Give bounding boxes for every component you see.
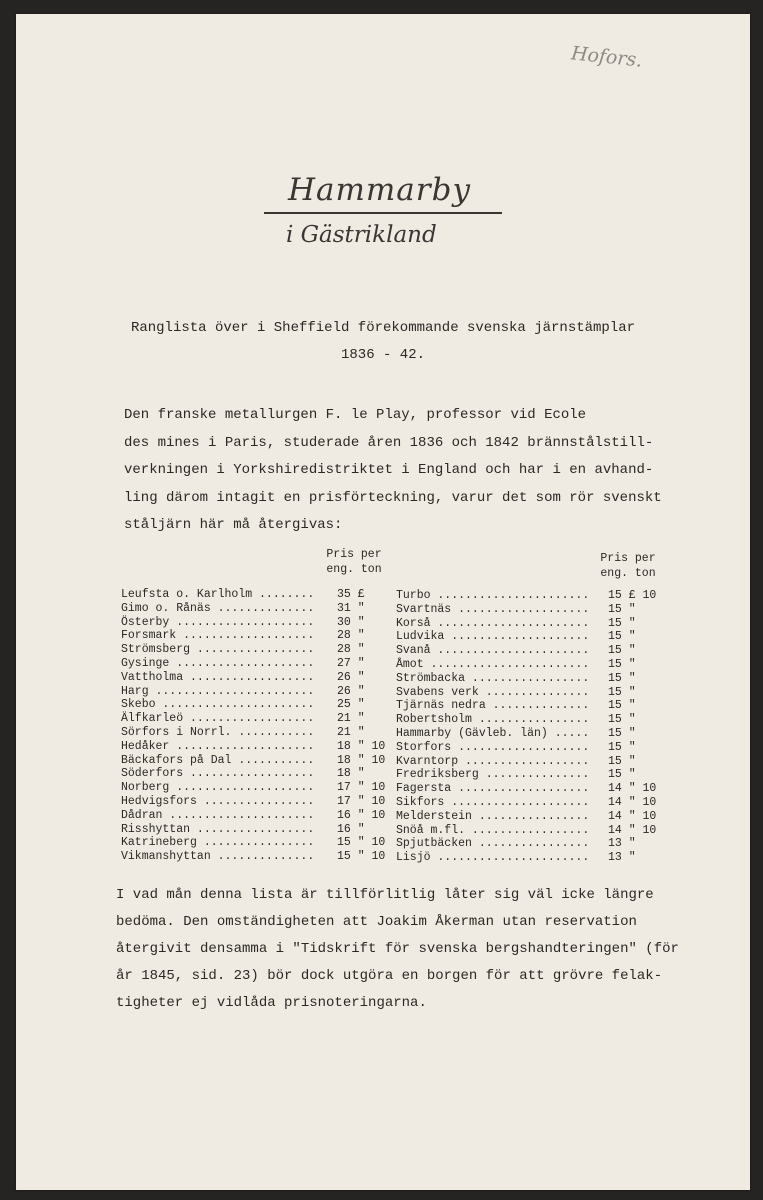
price-value: 27 "	[337, 656, 365, 670]
ironworks-name: Sikfors ....................	[396, 795, 590, 809]
price-value: 15 "	[608, 671, 636, 685]
ironworks-name: Spjutbäcken ................	[396, 837, 590, 851]
handwritten-subtitle: i Gästrikland	[286, 222, 437, 248]
price-value: 14 " 10	[608, 795, 657, 809]
ironworks-name: Svartnäs ...................	[396, 602, 590, 616]
price-value: 15 "	[608, 657, 636, 671]
price-list-row	[121, 795, 411, 809]
price-list-row	[396, 741, 676, 755]
ironworks-name: Bäckafors på Dal ...........	[121, 753, 315, 767]
ironworks-name: Svanå ......................	[396, 644, 590, 658]
price-value: 21 "	[337, 712, 365, 726]
price-value: 18 " 10	[337, 739, 386, 753]
ironworks-name: Norberg ....................	[121, 781, 315, 795]
price-list-row	[121, 616, 411, 630]
ironworks-name: Österby ....................	[121, 615, 315, 629]
price-list-row	[396, 658, 676, 672]
price-value: 18 "	[337, 767, 365, 781]
price-value: 15 "	[608, 616, 636, 630]
price-list-row	[121, 823, 411, 837]
price-value: 25 "	[337, 698, 365, 712]
ironworks-name: Harg .......................	[121, 684, 315, 698]
ironworks-name: Hedvigsfors ................	[121, 794, 315, 808]
price-list-row	[121, 712, 411, 726]
ironworks-name: Dådran .....................	[121, 808, 315, 822]
price-value: 15 "	[608, 768, 636, 782]
price-value: 15 "	[608, 740, 636, 754]
price-value: 15 £ 10	[608, 589, 657, 602]
price-value: 16 "	[337, 822, 365, 836]
price-value: 14 " 10	[608, 782, 657, 796]
ironworks-name: Strömbacka .................	[396, 671, 590, 685]
closing-paragraph: I vad mån denna lista är tillförlitlig låter sig väl icke längre bedöma. Den omständigheten att Joakim Åkerman utan reservation återgivit densamma i "Tidskrift för svenska bergshandteringen" (för år 1845, sid. 23) bör dock utgöra en borgen för att grövre felak- tigheter ej vidlåda prisnoteringarna.	[116, 887, 679, 1011]
right-price-list	[396, 589, 676, 865]
price-list-row	[121, 657, 411, 671]
price-list-row	[121, 836, 411, 850]
price-value: 15 "	[608, 754, 636, 768]
price-list-row	[396, 713, 676, 727]
corner-handwritten-note: Hofors.	[570, 42, 644, 72]
ironworks-name: Hammarby (Gävleb. län) .....	[396, 726, 590, 740]
ironworks-name: Åmot .......................	[396, 657, 590, 671]
price-value: 15 "	[608, 602, 636, 616]
ironworks-name: Strömsberg .................	[121, 643, 315, 657]
ironworks-name: Fredriksberg ...............	[396, 768, 590, 782]
ironworks-name: Ludvika ....................	[396, 630, 590, 644]
ironworks-name: Hedåker ....................	[121, 739, 315, 753]
price-list-row	[396, 796, 676, 810]
price-list-row	[396, 727, 676, 741]
price-list-row	[396, 851, 676, 865]
price-value: 15 "	[608, 726, 636, 740]
price-list-row	[121, 726, 411, 740]
price-value: 14 " 10	[608, 809, 657, 823]
price-list-row	[396, 603, 676, 617]
price-list-row	[396, 617, 676, 631]
price-list-row	[121, 588, 411, 602]
price-value: 21 "	[337, 725, 365, 739]
price-value: 13 "	[608, 837, 636, 851]
price-list-row	[121, 740, 411, 754]
ironworks-name: Sörfors i Norrl. ...........	[121, 725, 315, 739]
price-list-row	[121, 698, 411, 712]
ironworks-name: Fagersta ...................	[396, 782, 590, 796]
price-list-row	[121, 850, 411, 864]
price-list-row	[121, 629, 411, 643]
price-value: 28 "	[337, 643, 365, 657]
price-list-row	[396, 755, 676, 769]
ironworks-name: Risshyttan .................	[121, 822, 315, 836]
heading-line-1: Ranglista över i Sheffield förekommande svenska järnstämplar	[130, 320, 636, 336]
ironworks-name: Skebo ......................	[121, 698, 315, 712]
price-list-row	[396, 699, 676, 713]
price-list-row	[121, 671, 411, 685]
price-list-row	[396, 630, 676, 644]
ironworks-name: Storfors ...................	[396, 740, 590, 754]
price-list-row	[396, 810, 676, 824]
price-value: 26 "	[337, 670, 365, 684]
ironworks-name: Robertsholm ................	[396, 713, 590, 727]
price-value: 15 "	[608, 713, 636, 727]
price-list-row	[396, 837, 676, 851]
document-page	[16, 14, 750, 1190]
price-value: 15 "	[608, 630, 636, 644]
left-price-list	[121, 588, 411, 864]
price-value: 17 " 10	[337, 781, 386, 795]
ironworks-name: Turbo ......................	[396, 589, 590, 602]
price-list-row	[121, 781, 411, 795]
ironworks-name: Vattholma ..................	[121, 670, 315, 684]
ironworks-name: Snöå m.fl. .................	[396, 823, 590, 837]
ironworks-name: Kvarntorp ..................	[396, 754, 590, 768]
ironworks-name: Melderstein ................	[396, 809, 590, 823]
price-list-row	[121, 809, 411, 823]
ironworks-name: Forsmark ...................	[121, 629, 315, 643]
heading-line-2: 1836 - 42.	[340, 347, 425, 363]
price-value: 18 " 10	[337, 753, 386, 767]
intro-paragraph: Den franske metallurgen F. le Play, professor vid Ecole des mines i Paris, studerade åren 1836 och 1842 brännstålstill- verkningen i Yorkshiredistriktet i England och har i en avhand- ling därom intagit en prisförteckning, varur det som rör svenskt ståljärn här må återgivas:	[124, 407, 662, 533]
price-list-row	[121, 643, 411, 657]
ironworks-name: Svabens verk ...............	[396, 685, 590, 699]
right-price-header: Pris per eng. ton	[600, 552, 656, 580]
price-value: 28 "	[337, 629, 365, 643]
title-underline	[264, 212, 502, 214]
price-value: 15 " 10	[337, 836, 386, 850]
price-list-row	[121, 602, 411, 616]
ironworks-name: Älfkarleö ..................	[121, 712, 315, 726]
ironworks-name: Lisjö ......................	[396, 851, 590, 865]
ironworks-name: Vikmanshyttan ..............	[121, 850, 315, 864]
ironworks-name: Gimo o. Rånäs ..............	[121, 601, 315, 615]
price-value: 14 " 10	[608, 823, 657, 837]
ironworks-name: Tjärnäs nedra ..............	[396, 699, 590, 713]
price-list-row	[396, 589, 676, 603]
ironworks-name: Katrineberg ................	[121, 836, 315, 850]
ironworks-name: Leufsta o. Karlholm ........	[121, 588, 315, 601]
ironworks-name: Gysinge ....................	[121, 656, 315, 670]
left-price-header: Pris per eng. ton	[326, 548, 382, 576]
price-value: 15 "	[608, 699, 636, 713]
handwritten-title: Hammarby	[288, 172, 471, 208]
price-value: 15 " 10	[337, 850, 386, 864]
price-value: 30 "	[337, 615, 365, 629]
price-list-row	[121, 685, 411, 699]
price-list-row	[396, 686, 676, 700]
price-value: 31 "	[337, 601, 365, 615]
price-list-row	[396, 824, 676, 838]
ironworks-name: Korså ......................	[396, 616, 590, 630]
price-list-row	[121, 767, 411, 781]
price-value: 15 "	[608, 685, 636, 699]
price-value: 26 "	[337, 684, 365, 698]
price-value: 17 " 10	[337, 794, 386, 808]
price-value: 35 £	[337, 588, 365, 601]
ironworks-name: Söderfors ..................	[121, 767, 315, 781]
price-list-row	[396, 768, 676, 782]
price-list-row	[396, 644, 676, 658]
price-value: 15 "	[608, 644, 636, 658]
price-value: 13 "	[608, 851, 636, 865]
price-list-row	[396, 672, 676, 686]
price-value: 16 " 10	[337, 808, 386, 822]
price-list-row	[396, 782, 676, 796]
price-list-row	[121, 754, 411, 768]
